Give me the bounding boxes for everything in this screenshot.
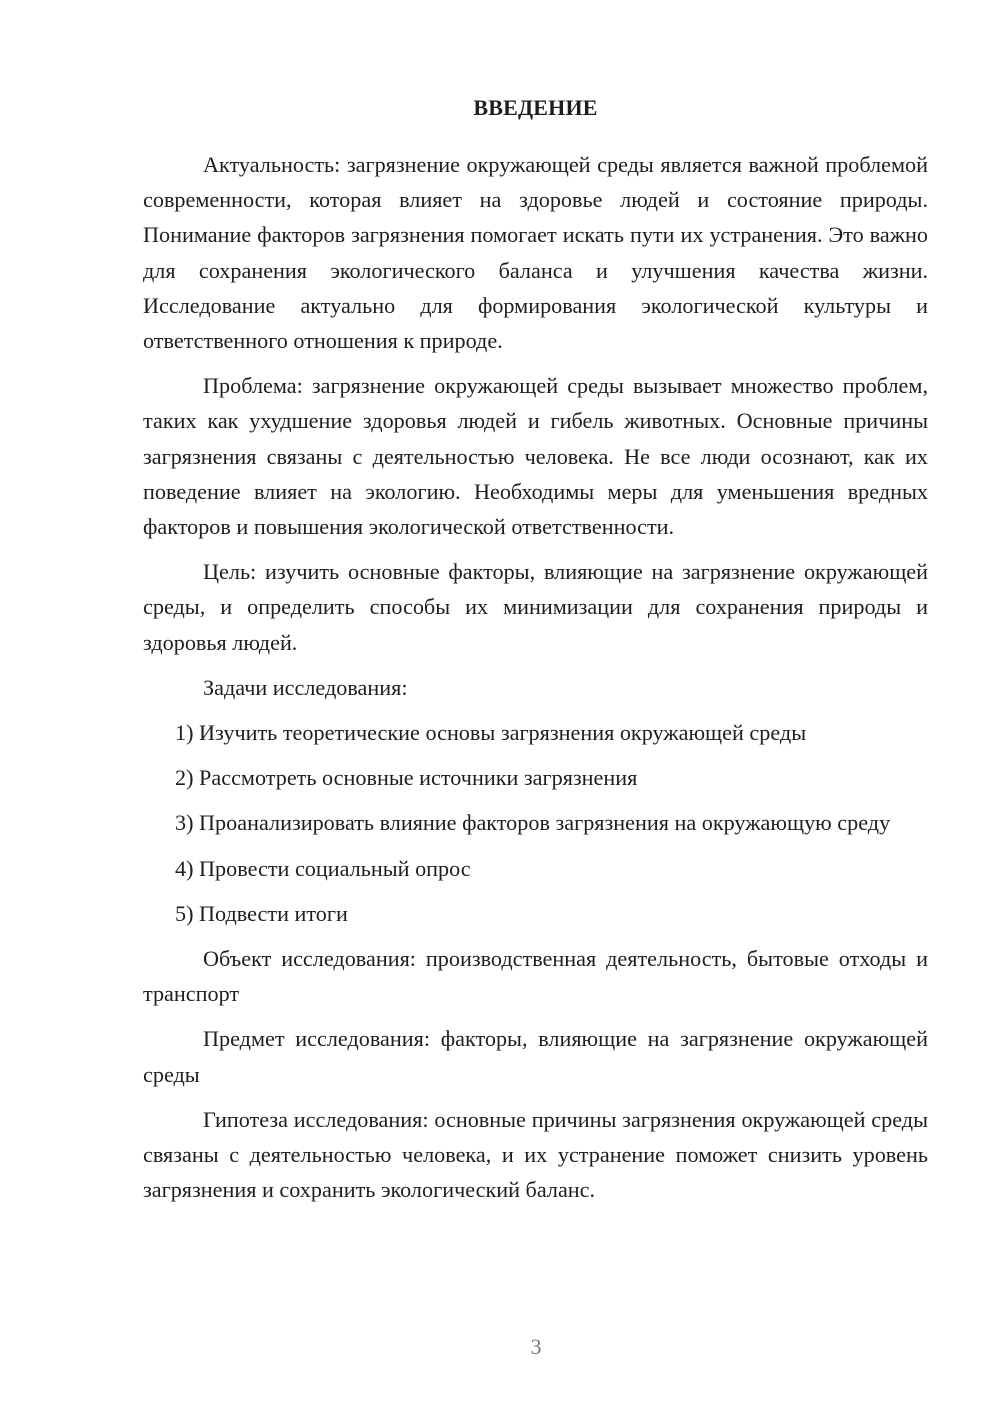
subject-paragraph: Предмет исследования: факторы, влияющие на загрязнение окружающей среды: [143, 1026, 928, 1087]
document-page: [143, 90, 928, 1207]
hypothesis-paragraph: Гипотеза исследования: основные причины загрязнения окружающей среды связаны с деятельностью человека, и их устранение поможет снизить уровень загрязнения и сохранить экологический баланс.: [143, 1106, 928, 1203]
task-item-5: 5) Подвести итоги: [175, 900, 348, 926]
problem-paragraph: Проблема: загрязнение окружающей среды вызывает множество проблем, таких как ухудшение здоровья людей и гибель животных. Основные причины загрязнения связаны с деятельностью человека. Не все люди осознают, как их поведение влияет на экологию. Необходимы меры для уменьшения вредных факторов и повышения экологической ответственности.: [143, 373, 928, 540]
section-title: ВВЕДЕНИЕ: [473, 95, 598, 120]
object-paragraph: Объект исследования: производственная деятельность, бытовые отходы и транспорт: [143, 946, 928, 1007]
task-item-3: 3) Проанализировать влияние факторов загрязнения на окружающую среду: [175, 810, 891, 836]
task-item-2: 2) Рассмотреть основные источники загрязнения: [175, 765, 638, 791]
tasks-heading: Задачи исследования:: [203, 674, 408, 700]
task-item-1: 1) Изучить теоретические основы загрязнения окружающей среды: [175, 720, 807, 746]
relevance-paragraph: Актуальность: загрязнение окружающей среды является важной проблемой современности, которая влияет на здоровье людей и состояние природы. Понимание факторов загрязнения помогает искать пути их устранения. Это важно для сохранения экологического баланса и улучшения качества жизни. Исследование актуально для формирования экологической культуры и ответственного отношения к природе.: [143, 152, 928, 354]
page-number: 3: [530, 1334, 542, 1359]
task-item-4: 4) Провести социальный опрос: [175, 855, 471, 881]
goal-paragraph: Цель: изучить основные факторы, влияющие на загрязнение окружающей среды, и определить способы их минимизации для сохранения природы и здоровья людей.: [143, 559, 928, 655]
